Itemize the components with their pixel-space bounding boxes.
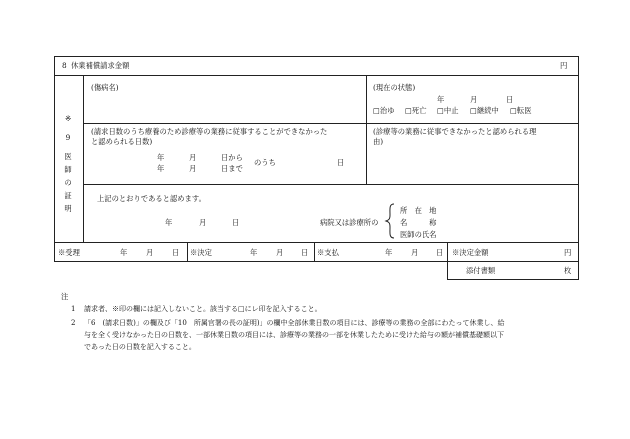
receipt-day: 日 [172,248,180,257]
note-line: であった日の日数を記入すること。 [84,343,196,351]
note-line: 「6 (請求日数)」の欄及び「10 所属官署の長の証明)」の欄中全部休業日数の項目には、診療等の業務の全部にわたって休業し、給 [84,319,505,327]
side-label-char: の [64,178,72,187]
field-doctor-name[interactable]: 医師の氏名 [400,230,437,239]
field-name[interactable]: 名 称 [400,218,437,227]
status-option-healed[interactable]: □治ゆ [373,106,395,115]
claim-form-frame [54,56,579,262]
header-title[interactable]: 休業補償請求金額 [71,61,130,70]
divider-footer [54,242,579,243]
from-year: 年 [157,153,165,162]
doctor-certification-side-label [62,112,74,215]
to-suffix: 日まで [221,164,243,173]
note-line: 与を全く受けなかった日の日数を、一部休業日数の項目には、診療等の業務の一部を休業したために受けた給与の額が補償基礎額以下 [84,331,504,339]
attachments-label: 添付書類 [466,266,496,275]
certification-statement: 上記のとおりであると認めます。 [97,194,206,203]
receipt-year: 年 [120,248,128,257]
side-label-char: 医 [64,152,72,161]
divider-name-status-col [366,75,367,184]
notes-title: 注 [61,292,69,301]
receipt-label: ※受理 [58,248,80,257]
divider-footer-2 [314,242,315,262]
institution-label: 病院又は診療所の [320,218,379,227]
divider-footer-3 [447,242,448,262]
divider-header [54,75,579,76]
note-line: 請求者、※印の欄には記入しないこと。該当する□にレ印を記入すること。 [84,305,322,313]
field-address[interactable]: 所 在 地 [400,206,437,215]
to-year: 年 [157,164,165,173]
side-label-char: 9 [65,133,71,142]
reason-label-2: 由) [373,137,384,146]
cert-date-day: 日 [232,218,240,227]
side-label-char: 明 [64,204,72,213]
divider-name-status [83,123,579,124]
divider-days-cert [83,184,579,185]
receipt-month: 月 [146,248,154,257]
injury-name-label: (傷病名) [91,83,119,92]
status-option-deceased[interactable]: □死亡 [405,106,427,115]
cert-date-month: 月 [199,218,207,227]
brace-icon [384,203,396,239]
decision-year: 年 [250,248,258,257]
request-days-unit: 日 [337,158,345,167]
header-number: 8 [62,61,67,70]
header-yen: 円 [560,61,568,70]
status-option-transferred[interactable]: □転医 [510,106,532,115]
status-date-day: 日 [506,95,514,104]
decision-label: ※決定 [190,248,212,257]
payment-day: 日 [436,248,444,257]
side-label-char: 証 [64,191,72,200]
request-days-label-1: (請求日数のうち療養のため診療等の業務に従事することができなかった [91,127,328,136]
request-days-label-2: と認められる日数) [91,137,153,146]
status-date-month: 月 [470,95,478,104]
payment-month: 月 [411,248,419,257]
payment-year: 年 [385,248,393,257]
cert-date-year: 年 [165,218,173,227]
note-number: 1 [71,305,76,313]
decided-amount-unit: 円 [564,248,572,257]
side-label-char: ※ [64,114,72,123]
status-option-discontinued[interactable]: □中止 [437,106,459,115]
status-date-year: 年 [437,95,445,104]
from-suffix: 日から [221,153,243,162]
divider-side-label [83,75,84,242]
decision-month: 月 [276,248,284,257]
current-status-label: (現在の状態) [373,83,416,92]
to-month: 月 [189,164,197,173]
status-option-continuing[interactable]: □継続中 [470,106,499,115]
side-label-char: 師 [64,165,72,174]
divider-footer-1 [187,242,188,262]
decided-amount-label: ※決定金額 [452,248,489,257]
note-number: 2 [71,319,76,327]
of-which-label: のうち [254,158,276,167]
reason-label-1: (診療等の業務に従事できなかったと認められる理 [373,127,537,136]
payment-label: ※支払 [317,248,339,257]
from-month: 月 [189,153,197,162]
attachments-unit: 枚 [564,266,572,275]
decision-day: 日 [301,248,309,257]
